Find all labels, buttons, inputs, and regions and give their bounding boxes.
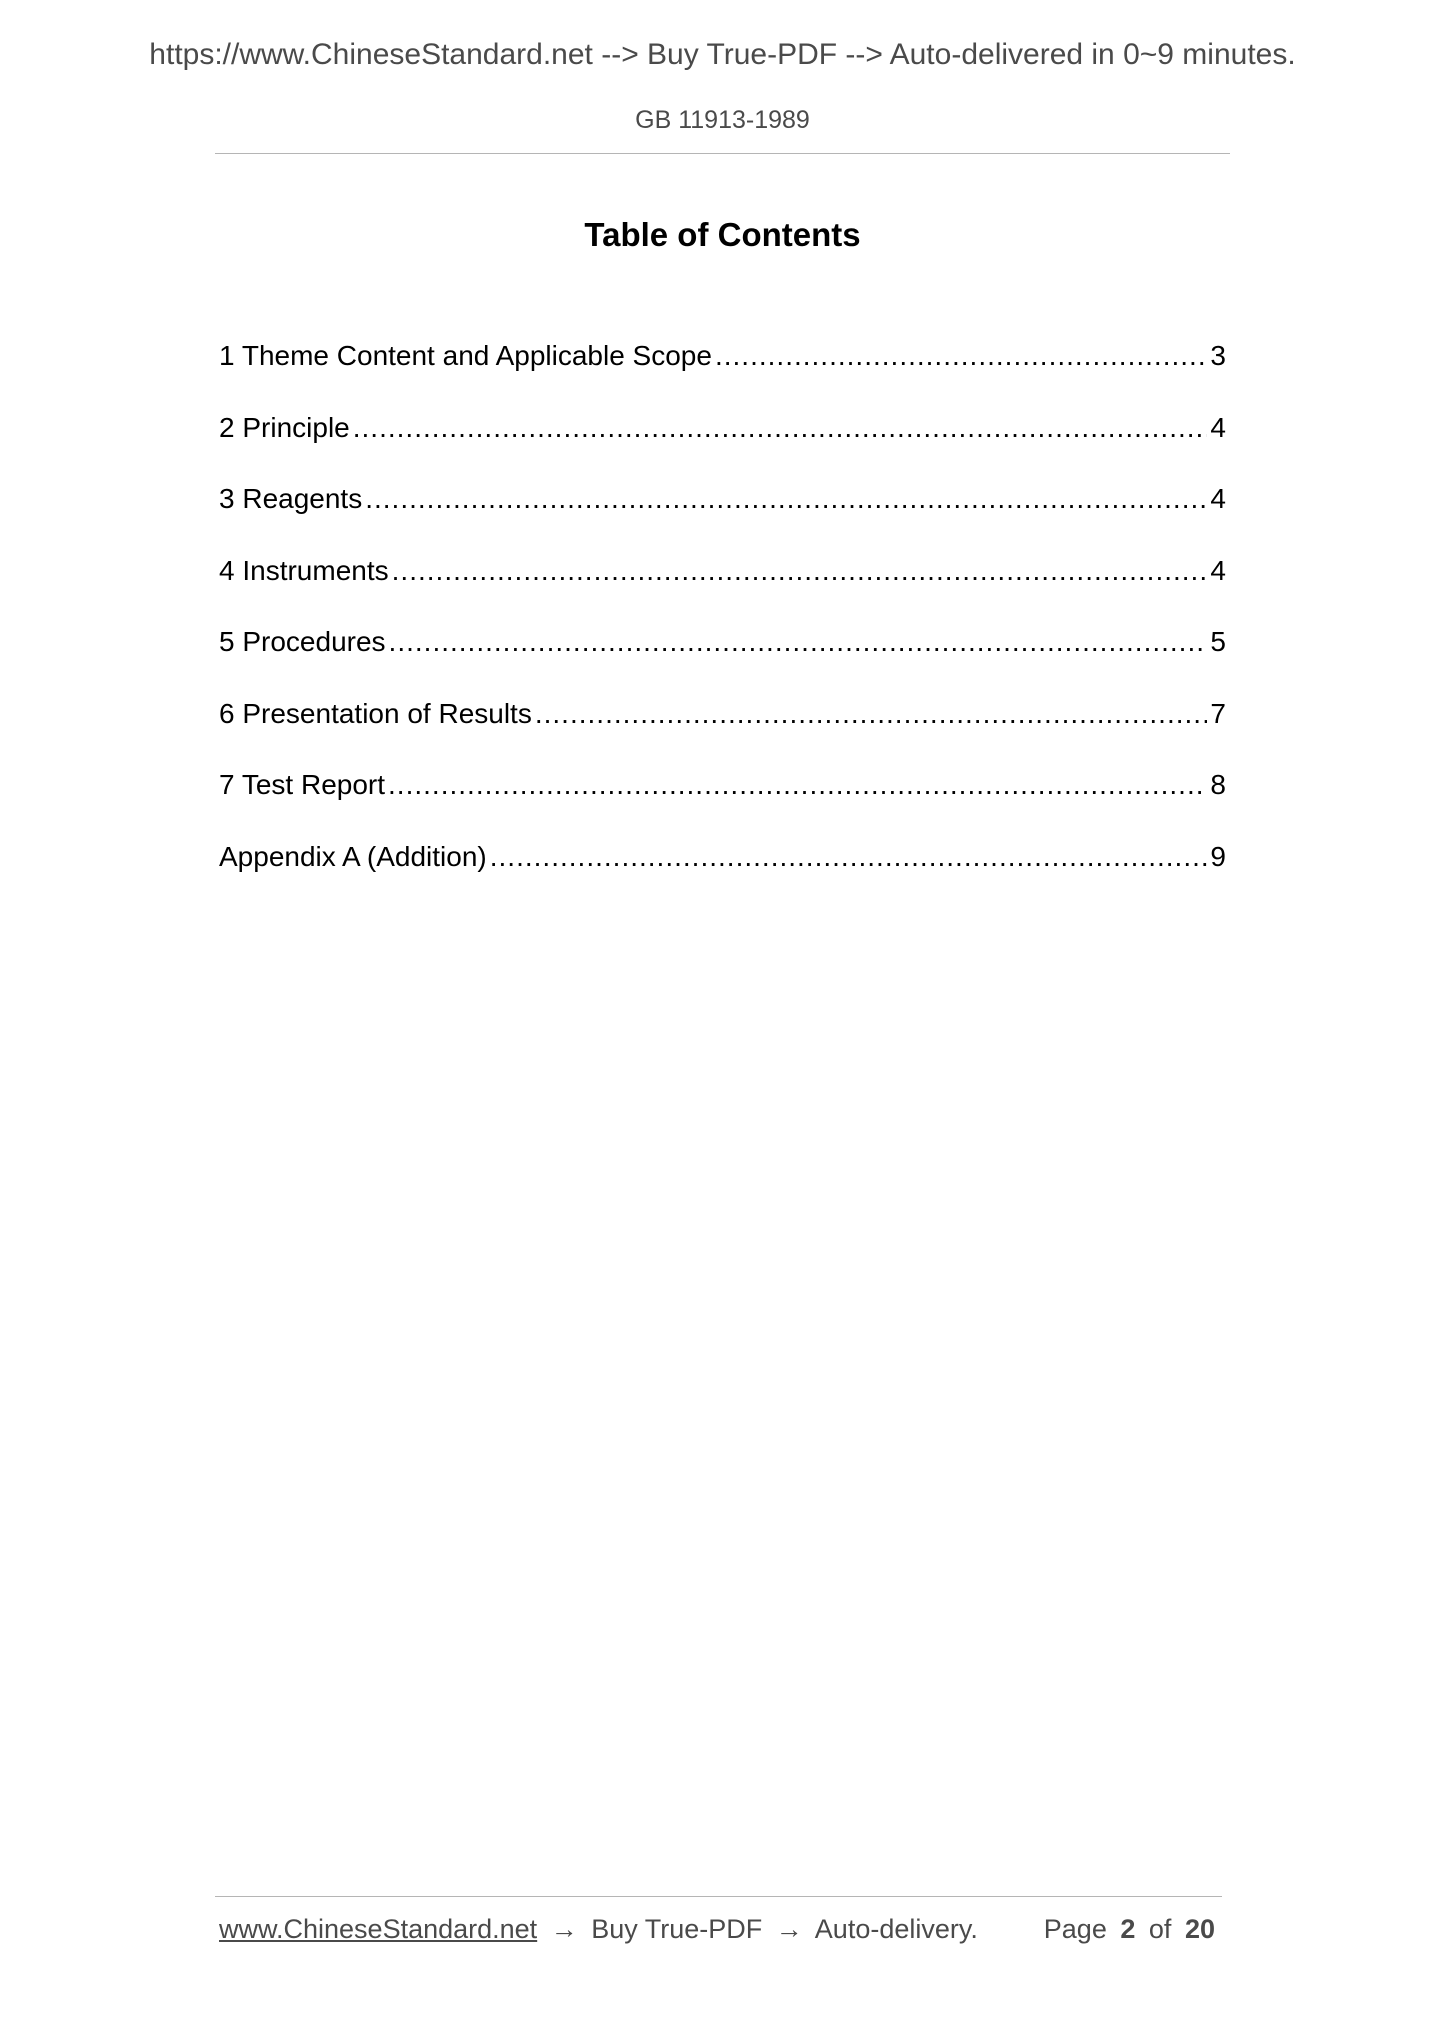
footer-site-link[interactable]: www.ChineseStandard.net [219, 1914, 538, 1944]
toc-entry-label: 2 Principle [219, 411, 350, 443]
toc-list [219, 338, 1226, 910]
toc-dot-leader [715, 338, 1207, 374]
toc-entry-label: 6 Presentation of Results [219, 697, 532, 729]
toc-entry-page: 5 [1210, 626, 1226, 657]
of-word: of [1148, 1914, 1172, 1944]
toc-entry-page: 4 [1210, 483, 1226, 514]
toc-entry-page: 3 [1210, 340, 1226, 371]
toc-entry-label: Appendix A (Addition) [219, 840, 487, 872]
footer-buy-text: Buy True-PDF [591, 1914, 763, 1944]
toc-entry[interactable] [219, 767, 1226, 839]
toc-entry[interactable] [219, 410, 1226, 482]
toc-dot-leader [365, 481, 1207, 517]
toc-entry[interactable] [219, 696, 1226, 768]
toc-entry[interactable] [219, 338, 1226, 410]
toc-dot-leader [392, 553, 1208, 589]
toc-entry-page: 4 [1210, 554, 1226, 586]
toc-entry-label: 3 Reagents [219, 483, 363, 514]
source-banner: https://www.ChineseStandard.net --> Buy True-PDF --> Auto-delivered in 0~9 minutes. [149, 38, 1296, 71]
toc-entry-label: 1 Theme Content and Applicable Scope [219, 340, 712, 371]
current-page: 2 [1120, 1914, 1136, 1944]
toc-dot-leader [389, 624, 1208, 660]
toc-entry-page: 7 [1210, 697, 1226, 729]
toc-entry[interactable] [219, 481, 1226, 553]
toc-entry-label: 4 Instruments [219, 554, 389, 586]
toc-entry[interactable] [219, 553, 1226, 625]
right-arrow-icon: → [775, 1914, 803, 1944]
total-pages: 20 [1184, 1914, 1215, 1944]
toc-dot-leader [353, 410, 1208, 446]
page-word: Page [1043, 1914, 1107, 1944]
right-arrow-icon: → [550, 1914, 578, 1944]
page-footer [219, 1914, 1221, 1945]
toc-dot-leader [388, 767, 1207, 803]
page-number [1044, 1914, 1221, 1945]
toc-entry-page: 8 [1210, 769, 1226, 800]
toc-entry-page: 9 [1210, 840, 1226, 872]
toc-entry[interactable] [219, 839, 1226, 911]
header-divider [215, 153, 1230, 154]
toc-dot-leader [490, 839, 1208, 875]
footer-promo [219, 1914, 978, 1945]
toc-title: Table of Contents [584, 216, 861, 253]
toc-entry-page: 4 [1210, 411, 1226, 443]
toc-entry[interactable] [219, 624, 1226, 696]
footer-delivery-text: Auto-delivery. [814, 1914, 978, 1944]
toc-entry-label: 7 Test Report [219, 769, 386, 800]
toc-dot-leader [535, 696, 1208, 732]
document-code: GB 11913-1989 [635, 106, 810, 134]
footer-divider [215, 1896, 1222, 1897]
toc-entry-label: 5 Procedures [219, 626, 386, 657]
